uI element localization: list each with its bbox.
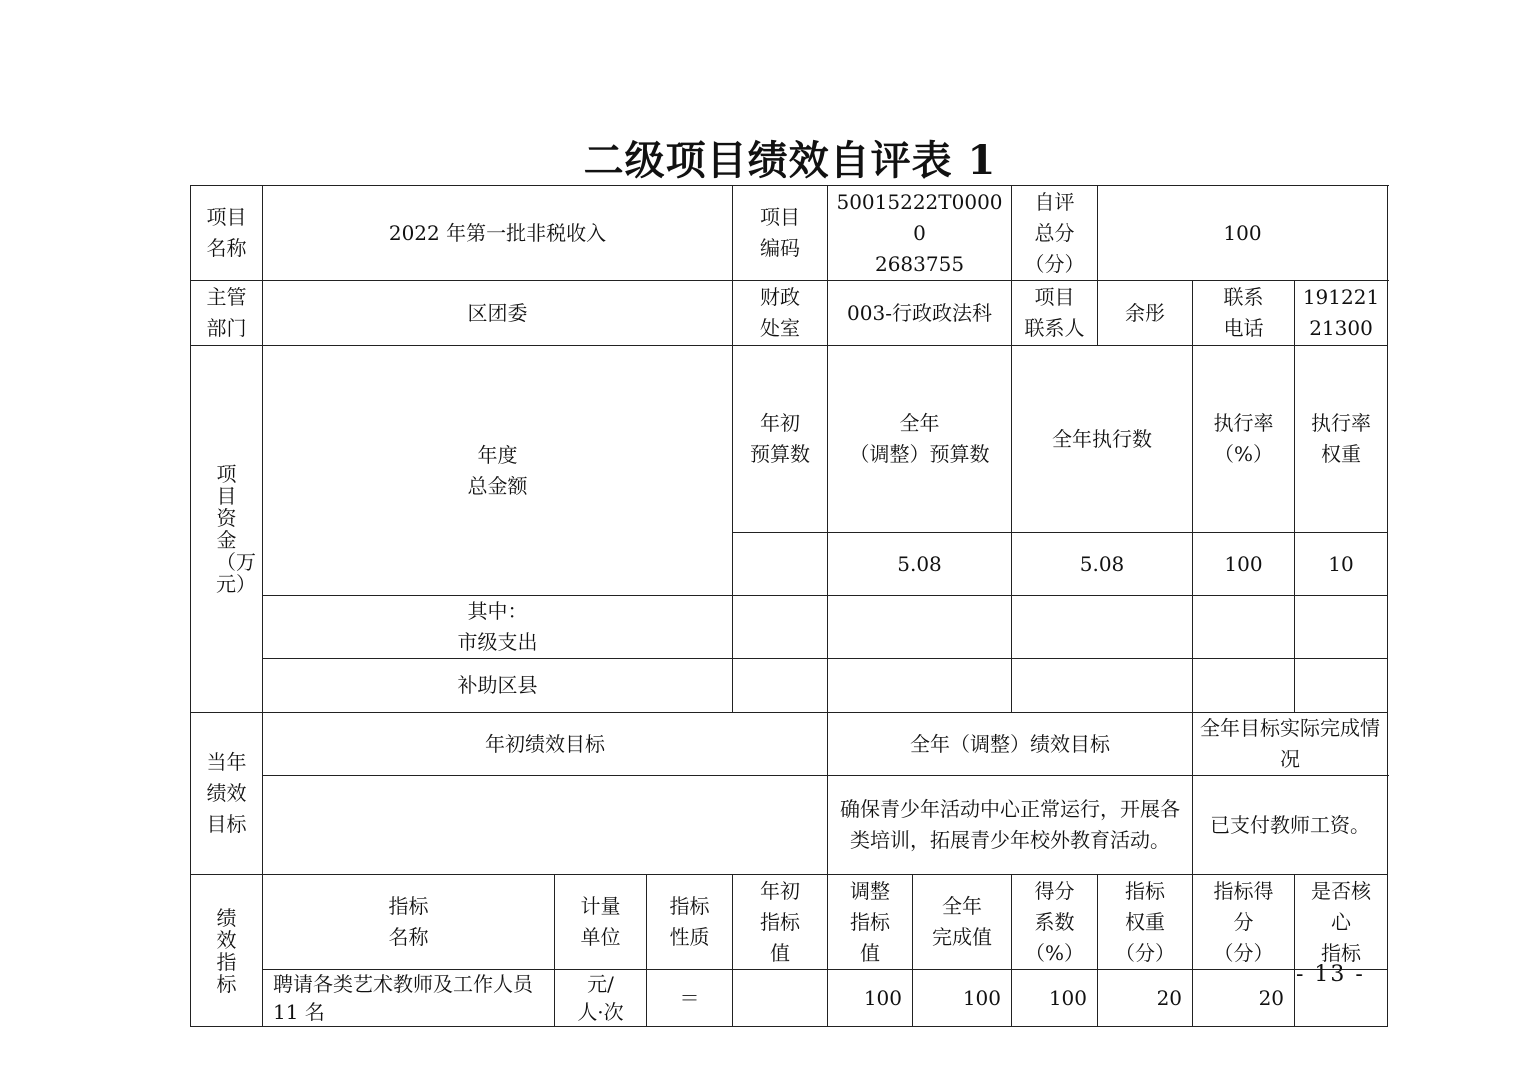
district-subsidy-label: 补助区县 (263, 659, 733, 713)
district-adjusted (828, 659, 1012, 713)
self-evaluation-form (190, 185, 1387, 1024)
funds-city-row (191, 596, 1388, 659)
finance-office-label: 财政 处室 (733, 281, 828, 346)
city-initial (733, 596, 828, 659)
table-row (191, 970, 1388, 1027)
indicator-score-header: 指标得 分 （分） (1193, 875, 1295, 970)
phone-value: 19122121300 (1295, 281, 1388, 346)
department-label: 主管 部门 (191, 281, 263, 346)
indicator-initial-header: 年初 指标 值 (733, 875, 828, 970)
col-initial-budget: 年初 预算数 (733, 346, 828, 533)
district-rate (1193, 659, 1295, 713)
self-score-value: 100 (1098, 186, 1388, 281)
col-execution-rate: 执行率 （%） (1193, 346, 1295, 533)
city-adjusted (828, 596, 1012, 659)
finance-office-value: 003-行政政法科 (828, 281, 1012, 346)
funds-header-row (191, 346, 1388, 533)
indicator-weight: 20 (1098, 970, 1193, 1027)
actual-completion-header: 全年目标实际完成情况 (1193, 713, 1388, 776)
indicator-actual: 100 (913, 970, 1012, 1027)
adjusted-goal-header: 全年（调整）绩效目标 (828, 713, 1193, 776)
funds-district-row (191, 659, 1388, 713)
adjusted-goal-value: 确保青少年活动中心正常运行，开展各类培训，拓展青少年校外教育活动。 (828, 776, 1193, 875)
project-code-value: 50015222T00000 2683755 (828, 186, 1012, 281)
total-adjusted-budget: 5.08 (828, 533, 1012, 596)
initial-goal-header: 年初绩效目标 (263, 713, 828, 776)
indicator-coefficient-header: 得分 系数 （%） (1012, 875, 1098, 970)
project-info-row (191, 186, 1388, 281)
indicator-initial (733, 970, 828, 1027)
district-initial (733, 659, 828, 713)
project-name-label: 项目 名称 (191, 186, 263, 281)
project-code-label: 项目 编码 (733, 186, 828, 281)
phone-label: 联系 电话 (1193, 281, 1295, 346)
indicator-name: 聘请各类艺术教师及工作人员 11 名 (263, 970, 555, 1027)
page-title: 二级项目绩效自评表 1 (583, 137, 997, 184)
contact-person-value: 余彤 (1098, 281, 1193, 346)
page-number: - 13 - (1296, 962, 1365, 987)
total-initial-budget (733, 533, 828, 596)
funds-section-label: 项目资金（万元） (191, 346, 263, 713)
district-executed (1012, 659, 1193, 713)
department-row (191, 281, 1388, 346)
indicator-adjusted-header: 调整 指标 值 (828, 875, 913, 970)
total-amount-label: 年度 总金额 (263, 346, 733, 596)
total-executed: 5.08 (1012, 533, 1193, 596)
indicator-coefficient: 100 (1012, 970, 1098, 1027)
indicators-section-label: 绩效指标 (191, 875, 263, 1027)
indicator-unit: 元/ 人·次 (555, 970, 647, 1027)
district-weight (1295, 659, 1388, 713)
indicator-name-header: 指标 名称 (263, 875, 555, 970)
indicator-nature: ＝ (647, 970, 733, 1027)
indicator-core-header: 是否核 心 指标 (1295, 875, 1388, 970)
goals-section-label: 当年 绩效 目标 (191, 713, 263, 875)
col-rate-weight: 执行率 权重 (1295, 346, 1388, 533)
city-expense-label: 其中： 市级支出 (263, 596, 733, 659)
col-adjusted-budget: 全年 （调整）预算数 (828, 346, 1012, 533)
indicator-weight-header: 指标 权重 （分） (1098, 875, 1193, 970)
indicator-score: 20 (1193, 970, 1295, 1027)
actual-completion-value: 已支付教师工资。 (1193, 776, 1388, 875)
project-name-value: 2022 年第一批非税收入 (263, 186, 733, 281)
indicator-unit-header: 计量 单位 (555, 875, 647, 970)
indicator-adjusted: 100 (828, 970, 913, 1027)
city-weight (1295, 596, 1388, 659)
initial-goal-value (263, 776, 828, 875)
contact-person-label: 项目 联系人 (1012, 281, 1098, 346)
total-execution-rate: 100 (1193, 533, 1295, 596)
total-rate-weight: 10 (1295, 533, 1388, 596)
department-value: 区团委 (263, 281, 733, 346)
col-executed: 全年执行数 (1012, 346, 1193, 533)
indicator-nature-header: 指标 性质 (647, 875, 733, 970)
city-executed (1012, 596, 1193, 659)
self-score-label: 自评 总分 （分） (1012, 186, 1098, 281)
indicator-header-row (191, 875, 1388, 970)
goals-content-row (191, 776, 1388, 875)
evaluation-table (190, 185, 1388, 1027)
goals-header-row (191, 713, 1388, 776)
city-rate (1193, 596, 1295, 659)
indicator-actual-header: 全年 完成值 (913, 875, 1012, 970)
